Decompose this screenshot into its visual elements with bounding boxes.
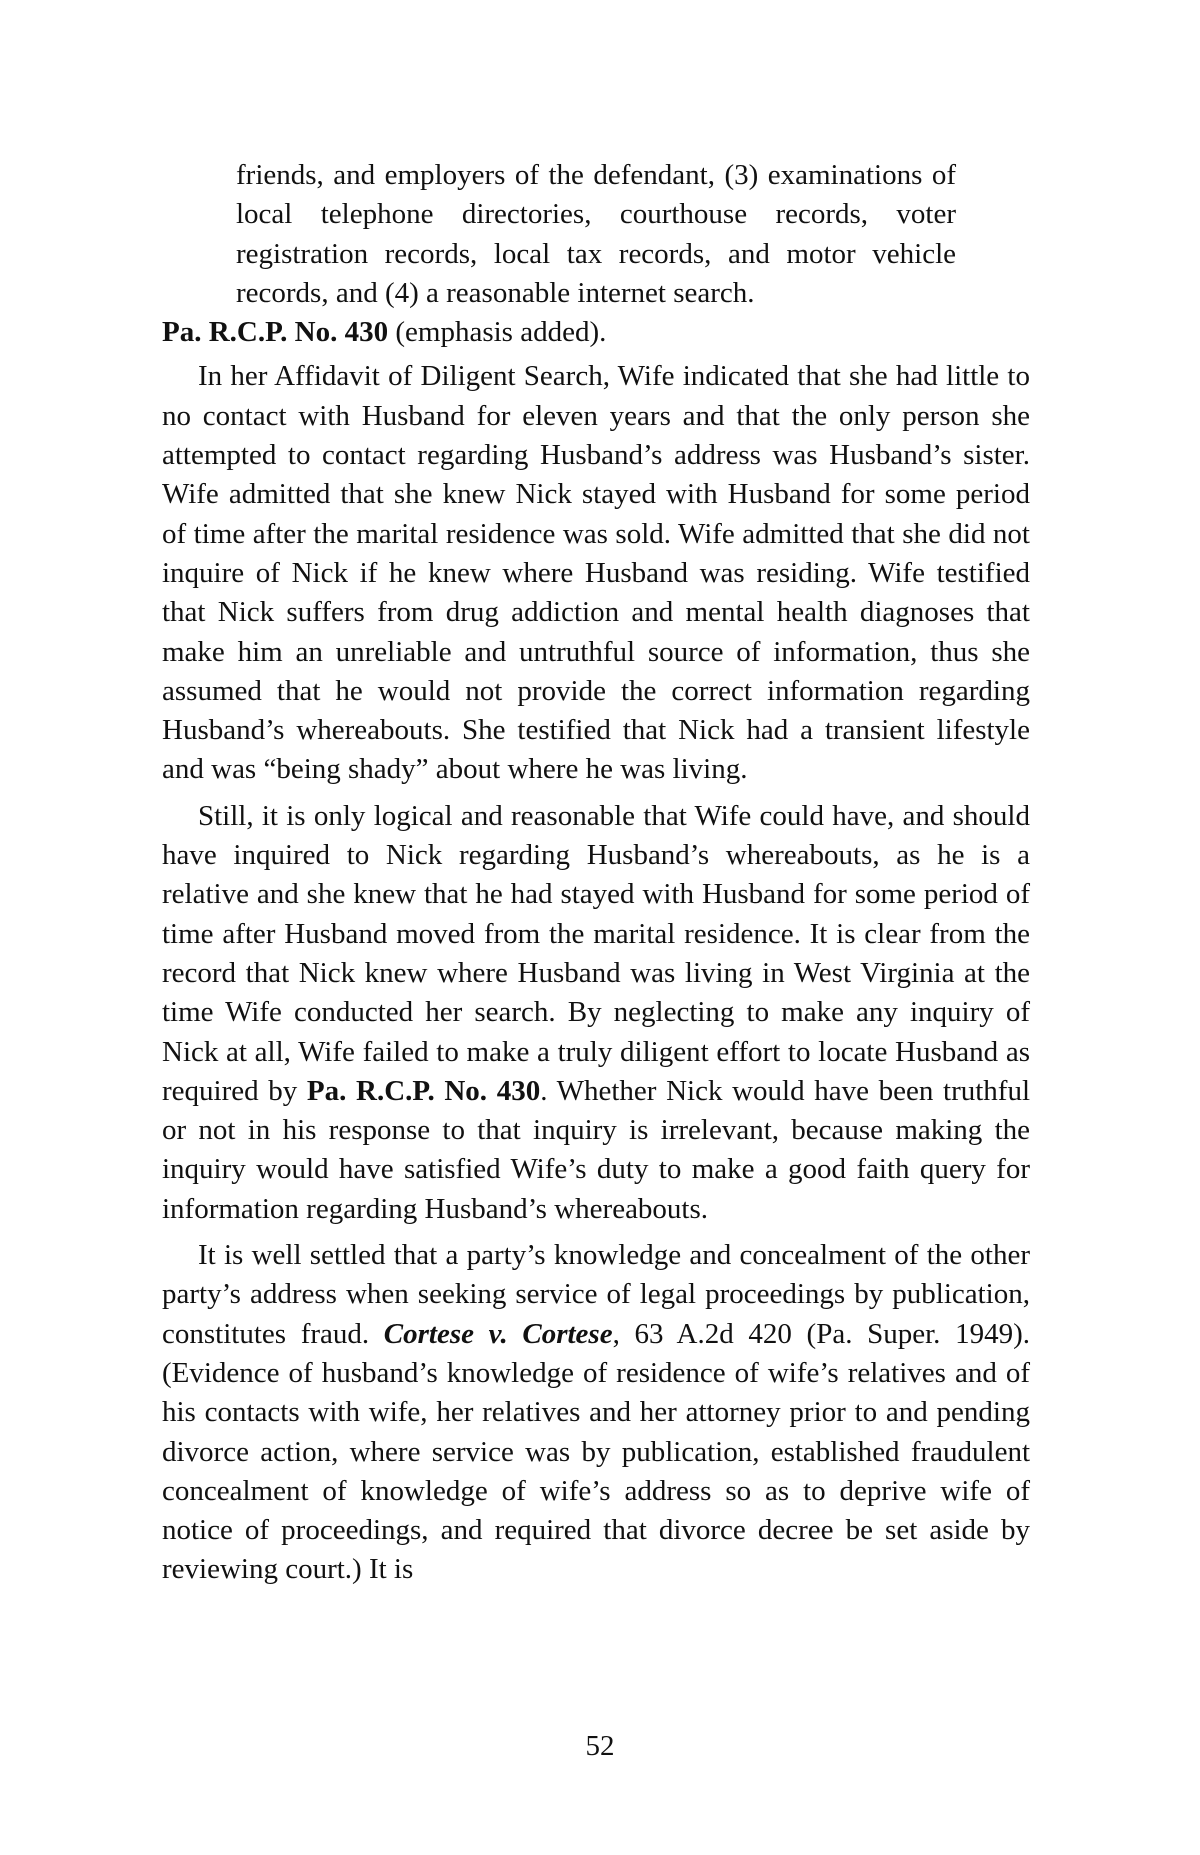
- block-quote: [236, 156, 956, 313]
- rule-citation: [162, 313, 1030, 352]
- paragraph-inquiry: [162, 797, 1030, 1229]
- block-quote-text: friends, and employers of the defendant, (3) examinations of local telephone directories, courthouse records, voter registration records, local tax records, and motor vehicle records, and (4) a reasonable internet search.: [236, 159, 956, 309]
- paragraph-inquiry-text-b: . Whether Nick would have been truthful or not in his response to that inquiry is irrelevant, because making the inquiry would have satisfied Wife’s duty to make a good faith query for information regarding Husband’s whereabouts.: [162, 1074, 1030, 1225]
- paragraph-fraud: [162, 1236, 1030, 1590]
- paragraph-inquiry-text-a: Still, it is only logical and reasonable that Wife could have, and should have inquired to Nick regarding Husband’s whereabouts, as he is a relative and she knew that he had stayed with Husband for some period of time after Husband moved from the marital residence. It is clear from the record that Nick knew where Husband was living in West Virginia at the time Wife conducted her search. By neglecting to make any inquiry of Nick at all, Wife failed to make a truly diligent effort to locate Husband as required by: [162, 799, 1030, 1107]
- paragraph-affidavit: In her Affidavit of Diligent Search, Wife indicated that she had little to no contact with Husband for eleven years and that the only person she attempted to contact regarding Husband’s address was Husband’s sister. Wife admitted that she knew Nick stayed with Husband for some period of time after the marital residence was sold. Wife admitted that she did not inquire of Nick if he knew where Husband was residing. Wife testified that Nick suffers from drug addiction and mental health diagnoses that make him an unreliable and untruthful source of information, thus she assumed that he would not provide the correct information regarding Husband’s whereabouts. She testified that Nick had a transient lifestyle and was “being shady” about where he was living.: [162, 360, 1030, 786]
- rule-citation-name: Pa. R.C.P. No. 430: [162, 316, 389, 349]
- page-number: 52: [585, 1730, 615, 1762]
- case-name: Cortese v. Cortese: [383, 1317, 613, 1350]
- paragraph-fraud-text-b: , 63 A.2d 420 (Pa. Super. 1949). (Evidence of husband’s knowledge of residence of wife’s relatives and of his contacts with wife, her relatives and her attorney prior to and pending divorce action, where service was by publication, established fraudulent concealment of knowledge of wife’s address so as to deprive wife of notice of proceedings, and required that divorce decree be set aside by reviewing court.) It is: [162, 1317, 1030, 1586]
- rule-reference: Pa. R.C.P. No. 430: [306, 1074, 541, 1107]
- rule-citation-note: (emphasis added).: [388, 316, 607, 349]
- document-page: [162, 156, 1030, 1597]
- paragraph-fraud-text-a: It is well settled that a party’s knowledge and concealment of the other party’s address when seeking service of legal proceedings by publication, constitutes fraud.: [162, 1239, 1030, 1350]
